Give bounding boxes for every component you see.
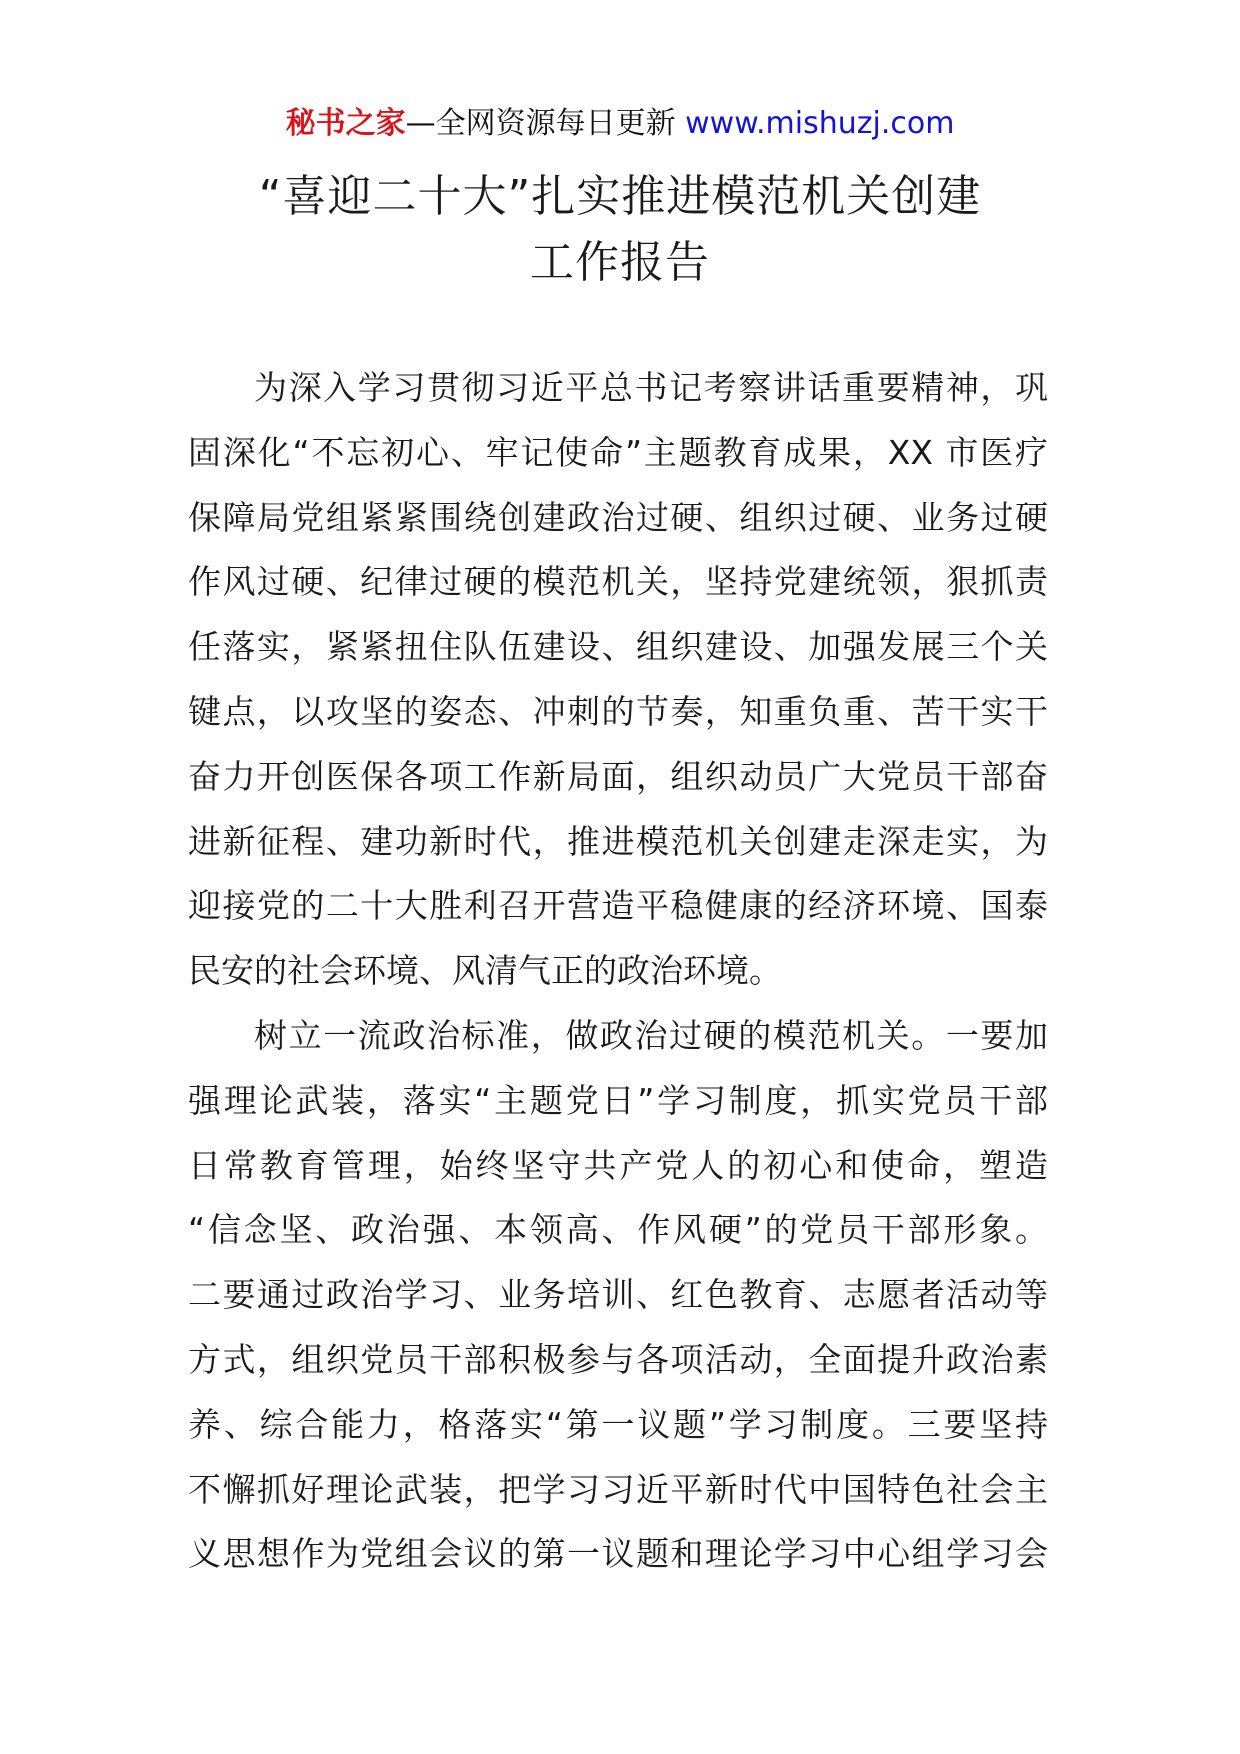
body-line: 二要通过政治学习、业务培训、红色教育、志愿者活动等 xyxy=(188,1275,1048,1315)
body-line: 日常教育管理，始终坚守共产党人的初心和使命，塑造 xyxy=(188,1145,1048,1185)
body-line: 方式，组织党员干部积极参与各项活动，全面提升政治素 xyxy=(188,1339,1048,1379)
body-line: 迎接党的二十大胜利召开营造平稳健康的经济环境、国泰 xyxy=(188,886,1048,926)
body-line: 民安的社会环境、风清气正的政治环境。 xyxy=(188,951,782,991)
body-line: 作风过硬、纪律过硬的模范机关，坚持党建统领，狠抓责 xyxy=(188,562,1048,602)
body-line: 不懈抓好理论武装，把学习习近平新时代中国特色社会主 xyxy=(188,1469,1048,1509)
site-url-link[interactable]: www.mishuzj.com xyxy=(685,106,955,141)
body-line: 养、综合能力，格落实“第一议题”学习制度。三要坚持 xyxy=(188,1404,1048,1444)
body-line: 保障局党组紧紧围绕创建政治过硬、组织过硬、业务过硬 xyxy=(188,497,1048,537)
brand-name: 秘书之家 xyxy=(285,106,406,141)
document-title xyxy=(0,164,1240,296)
body-line: 进新征程、建功新时代，推进模范机关创建走深走实，为 xyxy=(188,821,1048,861)
body-line: 为深入学习贯彻习近平总书记考察讲话重要精神，巩 xyxy=(254,368,1048,407)
body-line: 奋力开创医保各项工作新局面，组织动员广大党员干部奋 xyxy=(188,756,1048,796)
site-header xyxy=(0,104,1240,144)
site-slogan: —全网资源每日更新 xyxy=(405,106,676,141)
body-line: 固深化“不忘初心、牢记使命”主题教育成果，XX 市医疗 xyxy=(188,432,1048,472)
title-line-1: “喜迎二十大”扎实推进模范机关创建 xyxy=(258,171,982,222)
body-line: 键点，以攻坚的姿态、冲刺的节奏，知重负重、苦干实干 xyxy=(188,691,1048,731)
body-line: 强理论武装，落实“主题党日”学习制度，抓实党员干部 xyxy=(188,1080,1048,1120)
body-line: “信念坚、政治强、本领高、作风硬”的党员干部形象。 xyxy=(188,1210,1048,1250)
body-line: 任落实，紧紧扭住队伍建设、组织建设、加强发展三个关 xyxy=(188,627,1048,667)
body-line: 义思想作为党组会议的第一议题和理论学习中心组学习会 xyxy=(188,1534,1048,1574)
body-line: 树立一流政治标准，做政治过硬的模范机关。一要加 xyxy=(254,1015,1048,1055)
title-line-2: 工作报告 xyxy=(530,237,710,288)
document-body xyxy=(188,356,1048,1587)
